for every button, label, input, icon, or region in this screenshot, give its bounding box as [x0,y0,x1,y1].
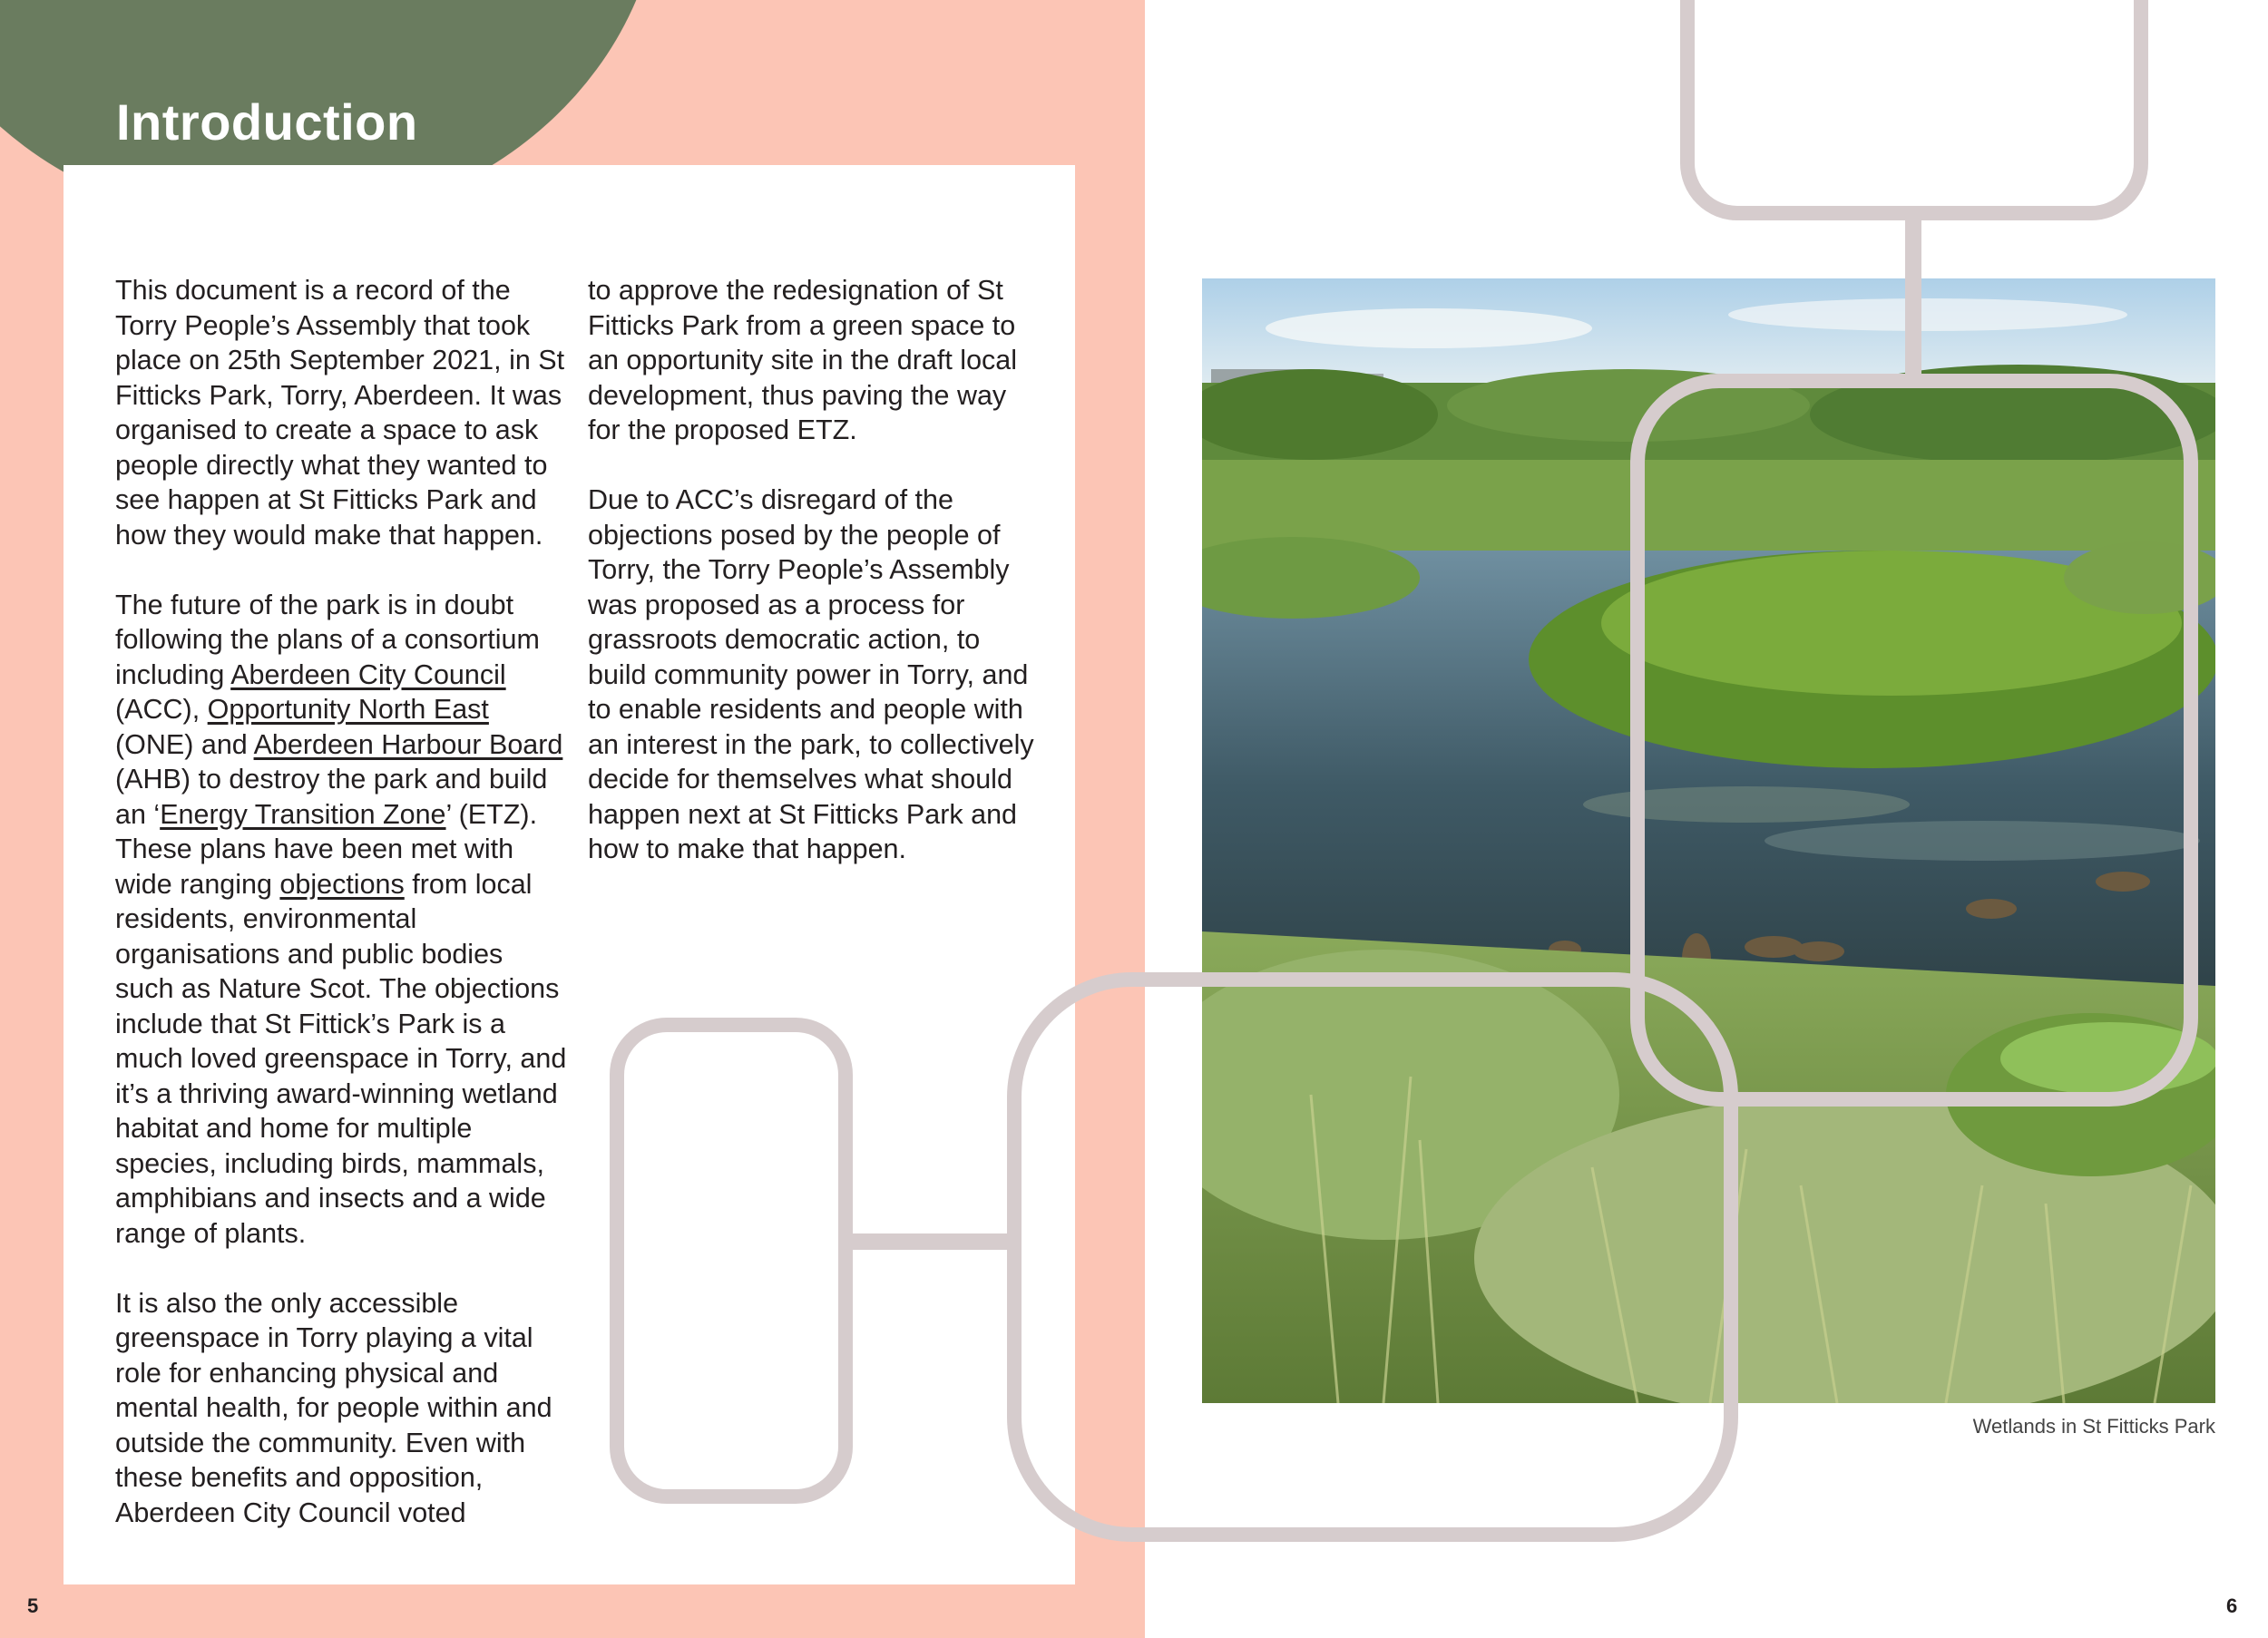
paragraph-redesignation: to approve the redesignation of St Fitticks Park from a green space to an opportunity site in the draft local development, thus paving the way for the proposed ETZ. [588,275,1018,445]
page-title: Introduction [116,93,418,151]
link-opportunity-north-east[interactable]: Opportunity North East [207,694,489,725]
wetlands-illustration [1202,278,2215,1403]
link-energy-transition-zone[interactable]: Energy Transition Zone [160,798,446,830]
page-number-left: 5 [27,1594,39,1617]
link-objections[interactable]: objections [279,868,405,900]
text-column-2 [588,273,1041,902]
wetlands-photo [1202,278,2215,1403]
link-aberdeen-city-council[interactable]: Aberdeen City Council [230,658,506,690]
page-number-right: 6 [2226,1594,2238,1617]
outline-top-right [1687,0,2141,213]
paragraph-future: The future of the park is in doubt following the plans of a consortium including Aberdeen City Council (ACC), Opportunity North East (ONE) and Aberdeen Harbour Board (AHB) to destroy the park and build an ‘Energy Transition Zone’ (ETZ). These plans have been met with wide ranging objections from local residents, environmental organisations and public bodies such as Nature Scot. The objections include that St Fittick’s Park is a much loved greenspace in Torry, and it’s a thriving award-winning wetland habitat and home for multiple species, including birds, mammals, amphibians and insects and a wide range of plants. [115,589,567,1249]
photo-caption: Wetlands in St Fitticks Park [1972,1415,2215,1438]
text-column-1 [115,273,569,1565]
paragraph-assembly: Due to ACC’s disregard of the objections posed by the people of Torry, the Torry People’s Assembly was proposed as a process for grassroots democratic action, to build community power in Torry, and to enable residents and people with an interest in the park, to collectively decide for themselves what should happen next at St Fitticks Park and how to make that happen. [588,484,1034,864]
link-aberdeen-harbour-board[interactable]: Aberdeen Harbour Board [253,728,563,760]
paragraph-record: This document is a record of the Torry People’s Assembly that took place on 25th September 2021, in St Fitticks Park, Torry, Aberdeen. It was organised to create a space to ask people directly what they wanted to see happen at St Fitticks Park and how they would make that happen. [115,275,565,551]
paragraph-greenspace: It is also the only accessible greenspace in Torry playing a vital role for enhancing physical and mental health, for people within and outside the community. Even with these benefits and opposition, Aberdeen City Council voted [115,1287,552,1528]
